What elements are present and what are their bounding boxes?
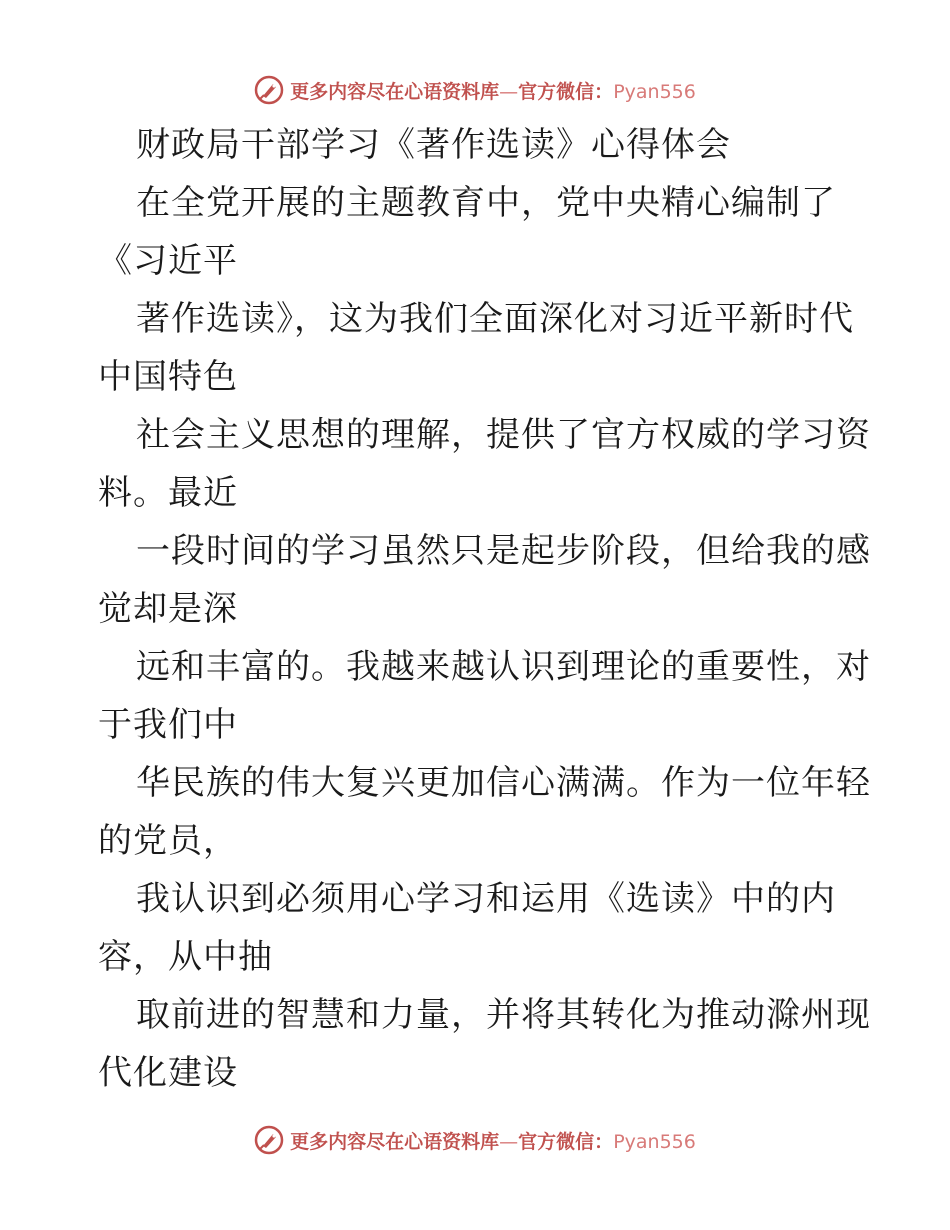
header-brand: 更多内容尽在心语资料库: [290, 80, 500, 103]
text-line: 华民族的伟大复兴更加信心满满。作为一位年轻: [136, 763, 871, 803]
text-line: 取前进的智慧和力量，并将其转化为推动滁州现: [136, 995, 871, 1035]
footer-wechat-id: Pyan556: [613, 1130, 696, 1153]
text-line: 容，从中抽: [98, 937, 273, 977]
text-line: 代化建设: [98, 1053, 238, 1093]
document-title: 财政局干部学习《著作选读》心得体会: [136, 125, 731, 165]
text-line: 于我们中: [98, 705, 238, 745]
footer-wechat-label: 官方微信：: [518, 1130, 614, 1153]
text-line: 我认识到必须用心学习和运用《选读》中的内: [136, 879, 836, 919]
footer-dash: —: [499, 1130, 519, 1153]
footer-brand: 更多内容尽在心语资料库: [290, 1130, 500, 1153]
header-banner: [0, 72, 950, 108]
text-line: 《习近平: [98, 241, 238, 281]
pen-nib-logo-icon: [254, 1125, 284, 1155]
text-line: 一段时间的学习虽然只是起步阶段，但给我的感: [136, 531, 871, 571]
header-brand-text: [290, 77, 696, 104]
footer-brand-text: [290, 1127, 696, 1154]
footer-banner: [0, 1122, 950, 1158]
pen-nib-logo-icon: [254, 75, 284, 105]
header-dash: —: [499, 80, 519, 103]
text-line: 著作选读》，这为我们全面深化对习近平新时代: [136, 299, 854, 339]
header-wechat-label: 官方微信：: [518, 80, 614, 103]
text-line: 料。最近: [98, 473, 238, 513]
text-line: 的党员，: [98, 821, 238, 861]
text-line: 觉却是深: [98, 589, 238, 629]
text-line: 社会主义思想的理解，提供了官方权威的学习资: [136, 415, 871, 455]
text-line: 在全党开展的主题教育中，党中央精心编制了: [136, 183, 836, 223]
text-line: 远和丰富的。我越来越认识到理论的重要性，对: [136, 647, 871, 687]
document-body: [98, 116, 871, 1102]
text-line: 中国特色: [98, 357, 238, 397]
header-wechat-id: Pyan556: [613, 80, 696, 103]
